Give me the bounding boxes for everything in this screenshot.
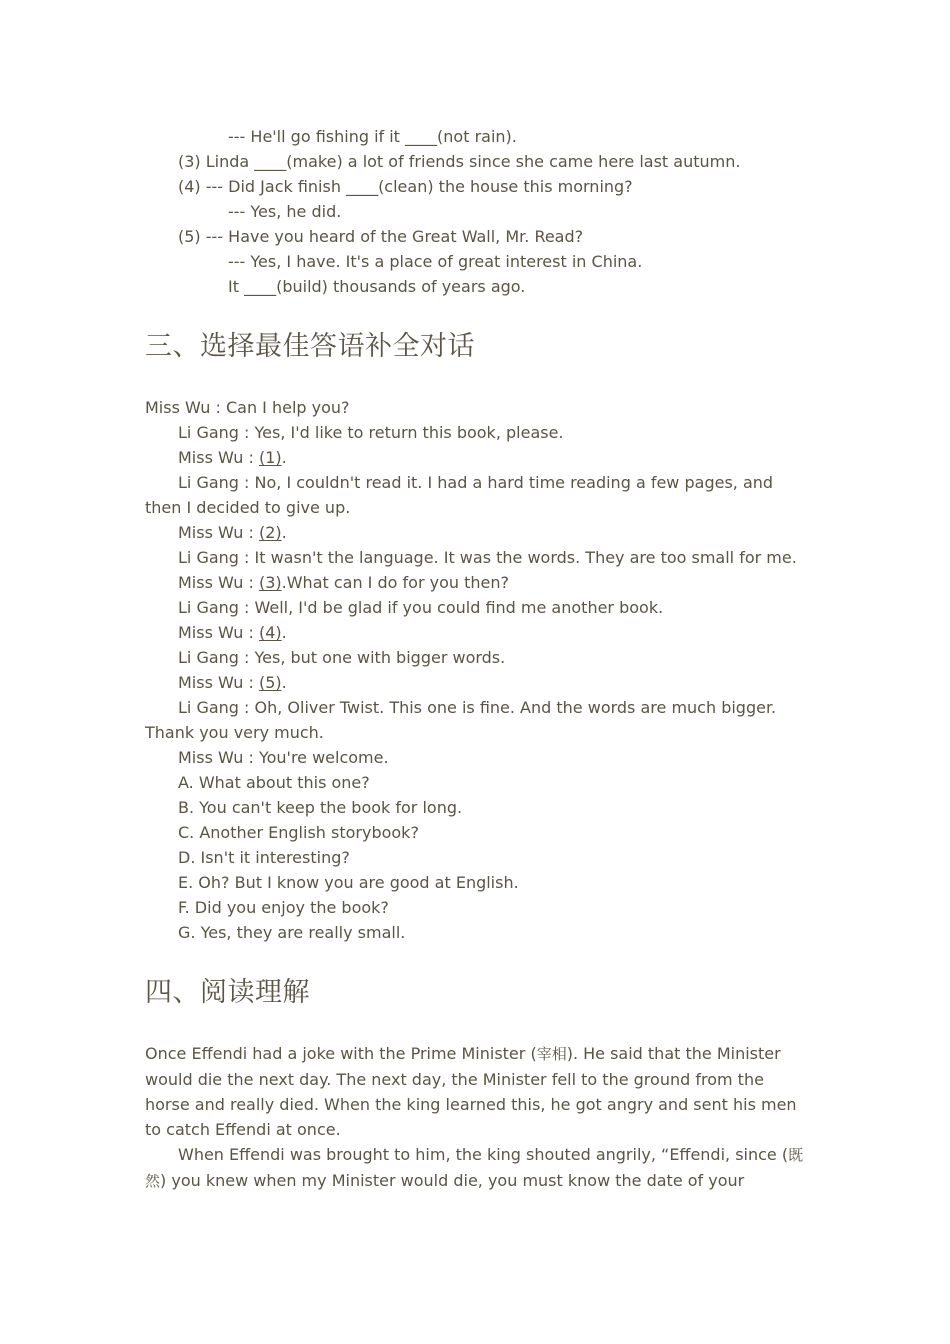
dialogue-line: [145, 670, 810, 695]
exercise-line: (4) --- Did Jack finish ____(clean) the house this morning?: [178, 177, 633, 196]
dialogue-line: Li Gang : Well, I'd be glad if you could find me another book.: [178, 598, 664, 617]
exercise-line: It ____(build) thousands of years ago.: [228, 277, 526, 296]
answer-blank: (3): [258, 573, 282, 592]
dialogue-line: Li Gang : Yes, but one with bigger words.: [178, 648, 506, 667]
exercise-line: --- Yes, I have. It's a place of great interest in China.: [228, 252, 643, 271]
dialogue-text: .What can I do for you then?: [281, 573, 509, 592]
dialogue-line: [145, 520, 810, 545]
dialogue-text: .: [281, 673, 287, 692]
reading-paragraph: [145, 1142, 810, 1194]
paragraph-text: When Effendi was brought to him, the king shouted angrily, “Effendi, since (: [178, 1145, 789, 1164]
dialogue-line: Li Gang : No, I couldn't read it. I had a hard time reading a few pages, and then I decided to give up.: [145, 473, 774, 517]
dialogue-line: [145, 445, 810, 470]
dialogue-text: .: [281, 623, 287, 642]
section-heading: 四、阅读理解: [145, 977, 310, 1008]
chinese-gloss: 宰相: [536, 1045, 567, 1063]
speaker-label: Miss Wu :: [178, 673, 259, 692]
dialogue-line: Li Gang : Yes, I'd like to return this book, please.: [178, 423, 564, 442]
paragraph-text: ) you knew when my Minister would die, you must know the date of your: [160, 1171, 745, 1190]
paragraph-text: ). He said that the Minister would die the next day. The next day, the Minister fell to the ground from the horse and really died. When the king learned this, he got angry and sent his men to catch Effendi at once.: [145, 1044, 797, 1139]
option-item: E. Oh? But I know you are good at English.: [178, 873, 519, 892]
exercise-line: (3) Linda ____(make) a lot of friends since she came here last autumn.: [178, 152, 741, 171]
answer-blank: (2): [258, 523, 282, 542]
option-item: B. You can't keep the book for long.: [178, 798, 463, 817]
speaker-label: Miss Wu :: [178, 623, 259, 642]
document-page: [145, 124, 810, 1194]
exercise-line: (5) --- Have you heard of the Great Wall, Mr. Read?: [178, 227, 584, 246]
speaker-label: Miss Wu :: [178, 573, 259, 592]
paragraph-text: Once Effendi had a joke with the Prime Minister (: [145, 1044, 537, 1063]
dialogue-line: Li Gang : It wasn't the language. It was the words. They are too small for me.: [178, 548, 797, 567]
speaker-label: Miss Wu :: [178, 448, 259, 467]
dialogue-line: Li Gang : Oh, Oliver Twist. This one is fine. And the words are much bigger. Thank you very much.: [145, 698, 777, 742]
exercise-line: --- Yes, he did.: [228, 202, 342, 221]
speaker-label: Miss Wu :: [178, 523, 259, 542]
dialogue-text: .: [281, 523, 287, 542]
chinese-gloss: 既然: [145, 1146, 804, 1190]
section-heading: 三、选择最佳答语补全对话: [145, 331, 475, 362]
reading-paragraph: [145, 1041, 810, 1142]
answer-blank: (4): [258, 623, 282, 642]
dialogue-text: .: [281, 448, 287, 467]
dialogue-line: Miss Wu : You're welcome.: [178, 748, 389, 767]
option-item: D. Isn't it interesting?: [178, 848, 350, 867]
option-item: A. What about this one?: [178, 773, 370, 792]
answer-blank: (1): [258, 448, 282, 467]
dialogue-line: [145, 570, 810, 595]
dialogue-line: [145, 620, 810, 645]
dialogue-line: Miss Wu : Can I help you?: [145, 398, 350, 417]
option-item: C. Another English storybook?: [178, 823, 419, 842]
option-item: G. Yes, they are really small.: [178, 923, 406, 942]
answer-blank: (5): [258, 673, 282, 692]
option-item: F. Did you enjoy the book?: [178, 898, 389, 917]
exercise-line: --- He'll go fishing if it ____(not rain).: [228, 127, 517, 146]
